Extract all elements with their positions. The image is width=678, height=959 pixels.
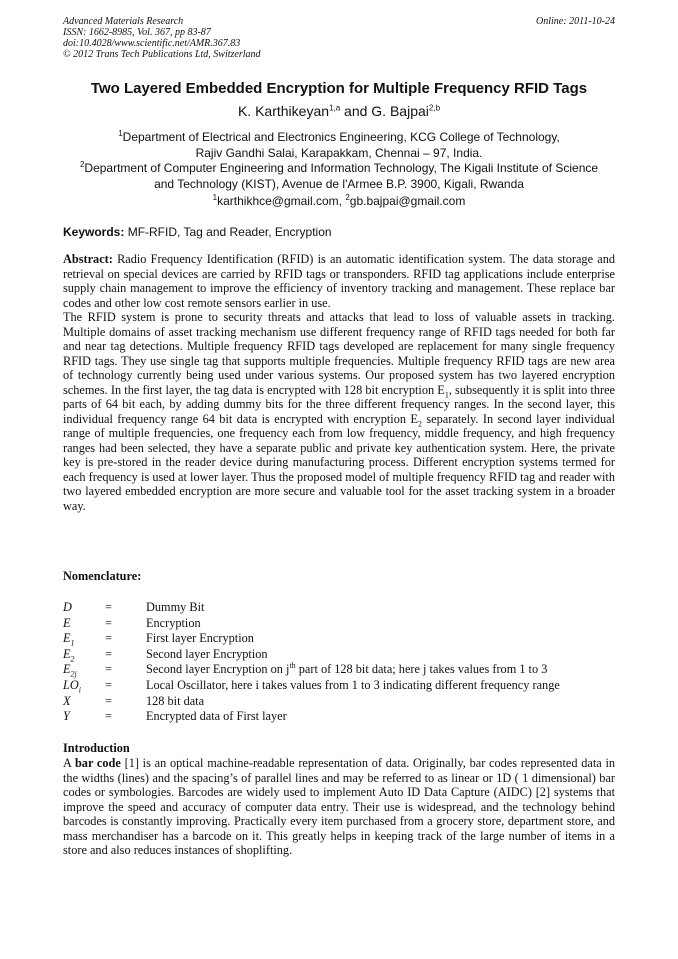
nomenclature-row: $E_{2j}$ = Second layer Encryption on $j^{th}$ part of 128 bit data; here j takes values from 1 to 3: [63, 661, 548, 679]
affiliation-1-line-2: Rajiv Gandhi Salai, Karapakkam, Chennai – 97, India.: [195, 145, 483, 160]
author-2-affil-mark: 2,b: [428, 103, 441, 113]
abstract-label: Abstract:: [63, 252, 113, 266]
author-2: and G. Bajpai: [340, 103, 429, 119]
abstract-paragraph-2: The RFID system is prone to security threats and attacks that lead to loss of valuable assets in tracking. Multiple domains of asset tracking mechanism use different frequency range of RFID tags needed for both far and near tag detections. Multiple frequency RFID tags developed are replacement for many single frequency RFID tags. They use single tag that supports multiple frequencies. Multiple frequency RFID tags are new area of technology currently being used under various systems. Our proposed system has two layered encryption schemes. In the first layer, the tag data is encrypted with 128 bit encryption $E_1$, subsequently it is split into three parts of 64 bit each, by adding dummy bits for the three different frequency ranges. In the second layer, this individual frequency range 64 bit data is encrypted with encryption $E_2$ separately. In second layer individual range of multiple frequencies, one frequency each from low frequency, middle frequency, and high frequency ranges had been selected, they have a separate public and private key authentication system. Here, the private key is pre-stored in the reader device during manufacturing process. Different encryption systems termed for each frequency is used at lower layer. Thus the proposed model of multiple frequency RFID tag and reader with two layered embedded encryption are more secure and valuable tool for the asset tracking system in a broader way.: [63, 310, 615, 513]
author-1-affil-mark: 1,a: [329, 103, 341, 113]
affiliation-2-line-1: $^2$Department of Computer Engineering and Information Technology, The Kigali Institute of Science: [79, 160, 599, 175]
nomenclature-row: E = Encryption: [63, 615, 201, 630]
paper-title: Two Layered Embedded Encryption for Multiple Frequency RFID Tags: [90, 80, 588, 97]
nomenclature-row: Y = Encrypted data of First layer: [63, 709, 287, 724]
nomenclature-row: $LO_i$ = Local Oscillator, here i takes values from 1 to 3 indicating different frequency range: [63, 677, 560, 695]
nomenclature-row: D = Dummy Bit: [63, 600, 205, 614]
affiliation-1-line-1: $^1$Department of Electrical and Electronics Engineering, KCG College of Technology,: [118, 129, 560, 144]
keywords-text: MF-RFID, Tag and Reader, Encryption: [124, 225, 332, 239]
email-2: gb.bajpai@gmail.com: [349, 194, 466, 208]
abstract: [63, 252, 615, 513]
email-line: $^1$karthikhce@gmail.com, $^2$gb.bajpai@gmail.com: [212, 193, 466, 208]
nomenclature-row: X = 128 bit data: [63, 693, 205, 708]
doi-line: doi:10.4028/www.scientific.net/AMR.367.83: [63, 38, 241, 49]
author-line: [40, 103, 638, 119]
email-1: karthikhce@gmail.com,: [217, 194, 346, 208]
affiliation-1-mark: 1: [118, 129, 123, 138]
affiliation-2-line-2: and Technology (KIST), Avenue de l'Armee B.P. 3900, Kigali, Rwanda: [154, 176, 524, 191]
affiliations: [50, 130, 628, 192]
journal-name: Advanced Materials Research: [63, 16, 184, 27]
issn-line: ISSN: 1662-8985, Vol. 367, pp 83-87: [63, 27, 211, 38]
copyright-line: © 2012 Trans Tech Publications Ltd, Switzerland: [63, 49, 261, 60]
keywords-label: Keywords:: [63, 225, 125, 239]
author-1: K. Karthikeyan: [237, 103, 330, 119]
online-date: Online: 2011-10-24: [536, 16, 615, 27]
introduction-heading: Introduction: [63, 741, 130, 755]
abstract-paragraph-1: Abstract: Radio Frequency Identification (RFID) is an automatic identification system. The data storage and retrieval on special devices are carried by RFID tags or transponders. RFID tag applications include enterprise supply chain management to improve the efficiency of inventory tracking and management. These replace bar codes and other low cost remote sensors earlier in use.: [63, 252, 615, 310]
keywords: [63, 225, 615, 239]
affiliation-2-mark: 2: [79, 160, 85, 169]
nomenclature-row: $E_1$ = First layer Encryption: [63, 631, 254, 648]
nomenclature-row: $E_2$ = Second layer Encryption: [63, 646, 268, 664]
introduction-paragraph: A bar code [1] is an optical machine-readable representation of data. Originally, bar codes represented data in the widths (lines) and the spacing’s of parallel lines and may be referred to as linear or 1D ( 1 dimensional) bar codes or symbologies. Barcodes are widely used to implement Auto ID Data Capture (AIDC) [2] systems that improve the speed and accuracy of computer data entry. Their use is widespread, and the technology behind barcodes is constantly improving. Practically every item purchased from a grocery store, department store, and mass merchandiser has a barcode on it. This greatly helps in keeping track of the large number of items in a store and also reduces instances of shoplifting.: [63, 756, 616, 857]
nomenclature-table: [63, 600, 623, 725]
journal-header: [63, 16, 615, 60]
nomenclature-heading: Nomenclature:: [63, 569, 142, 583]
